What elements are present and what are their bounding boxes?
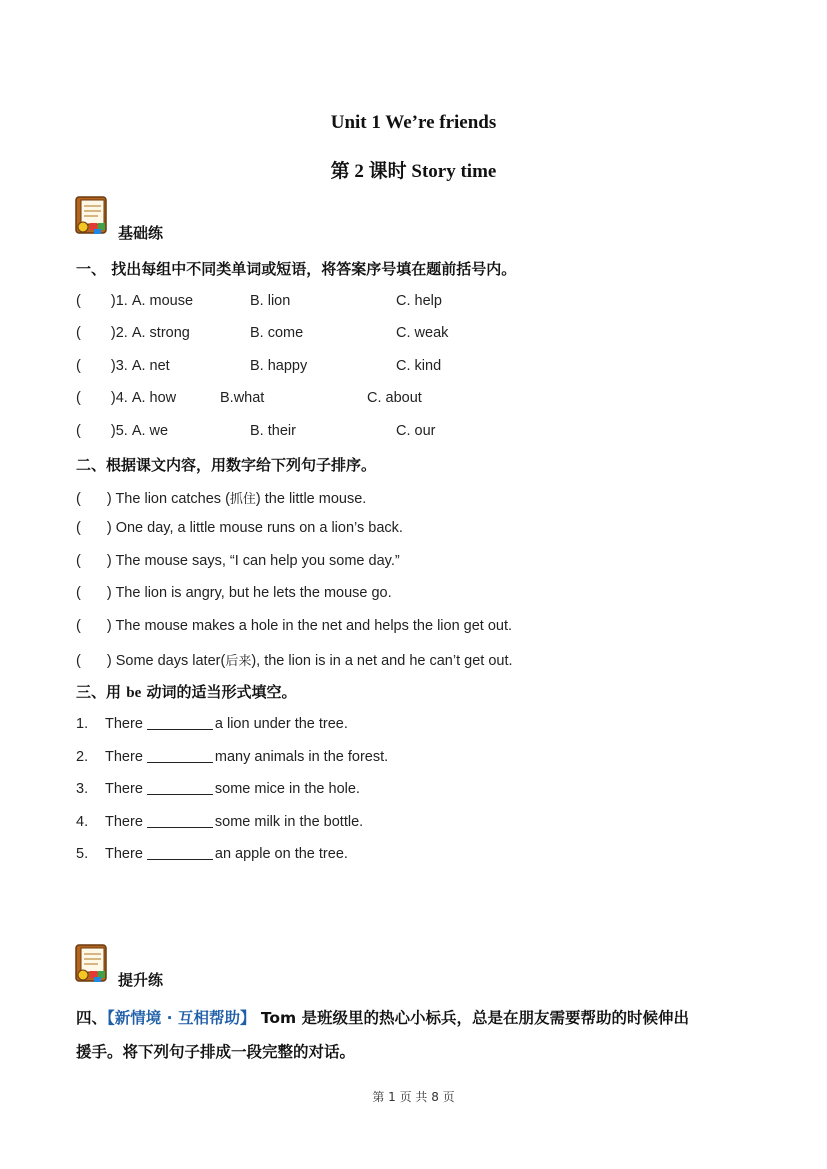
q1-option-c: C. help bbox=[396, 293, 442, 309]
q2-heading: 二、根据课文内容，用数字给下列句子排序。 bbox=[76, 456, 377, 474]
answer-blank[interactable] bbox=[147, 748, 213, 763]
q2-item: ( ) The lion catches (抓住) the little mouse. bbox=[76, 491, 367, 507]
q1-option-b: B. their bbox=[250, 423, 296, 439]
notebook-icon bbox=[74, 196, 110, 236]
q1-option-c: C. kind bbox=[396, 358, 442, 374]
answer-blank[interactable] bbox=[147, 813, 213, 828]
q1-option-b: B.what bbox=[220, 390, 265, 406]
q1-item: ( )3. A. net bbox=[76, 358, 170, 374]
q3-item: 1. There a lion under the tree. bbox=[76, 716, 348, 732]
q3-item: 2. There many animals in the forest. bbox=[76, 749, 389, 765]
section-advanced-label: 提升练 bbox=[118, 971, 164, 989]
q4-heading-line2: 援手。将下列句子排成一段完整的对话。 bbox=[76, 1043, 356, 1061]
q3-heading: 三、用 be 动词的适当形式填空。 bbox=[76, 683, 297, 701]
q2-item: ( ) Some days later(后来), the lion is in a net and he can’t get out. bbox=[76, 653, 513, 669]
section-basic-label: 基础练 bbox=[118, 224, 164, 242]
q1-option-b: B. come bbox=[250, 325, 304, 341]
q2-item: ( ) One day, a little mouse runs on a lion’s back. bbox=[76, 520, 403, 536]
q2-item: ( ) The mouse says, “I can help you some day.” bbox=[76, 553, 400, 569]
page-title: Unit 1 We’re friends bbox=[330, 112, 497, 133]
answer-blank[interactable] bbox=[147, 715, 213, 730]
page-footer: 第 1 页 共 8 页 bbox=[372, 1090, 455, 1104]
q1-option-c: C. about bbox=[367, 390, 422, 406]
notebook-icon bbox=[74, 944, 110, 984]
q1-item: ( )4. A. how bbox=[76, 390, 177, 406]
q3-item: 4. There some milk in the bottle. bbox=[76, 814, 364, 830]
q3-item: 5. There an apple on the tree. bbox=[76, 846, 348, 862]
answer-blank[interactable] bbox=[147, 845, 213, 860]
q1-heading: 一、 找出每组中不同类单词或短语，将答案序号填在题前括号内。 bbox=[76, 260, 517, 278]
q4-heading: 四、【新情境 · 互相帮助】 Tom 是班级里的热心小标兵，总是在朋友需要帮助的时候伸出 bbox=[76, 1009, 690, 1027]
answer-blank[interactable] bbox=[147, 780, 213, 795]
q2-item: ( ) The mouse makes a hole in the net and helps the lion get out. bbox=[76, 618, 513, 634]
q1-option-b: B. lion bbox=[250, 293, 291, 309]
q3-item: 3. There some mice in the hole. bbox=[76, 781, 360, 797]
q1-item: ( )2. A. strong bbox=[76, 325, 190, 341]
q1-item: ( )1. A. mouse bbox=[76, 293, 194, 309]
q1-option-b: B. happy bbox=[250, 358, 308, 374]
q1-option-c: C. weak bbox=[396, 325, 449, 341]
page-subtitle: 第 2 课时 Story time bbox=[330, 161, 497, 182]
q1-item: ( )5. A. we bbox=[76, 423, 169, 439]
q1-option-c: C. our bbox=[396, 423, 436, 439]
q2-item: ( ) The lion is angry, but he lets the mouse go. bbox=[76, 585, 392, 601]
